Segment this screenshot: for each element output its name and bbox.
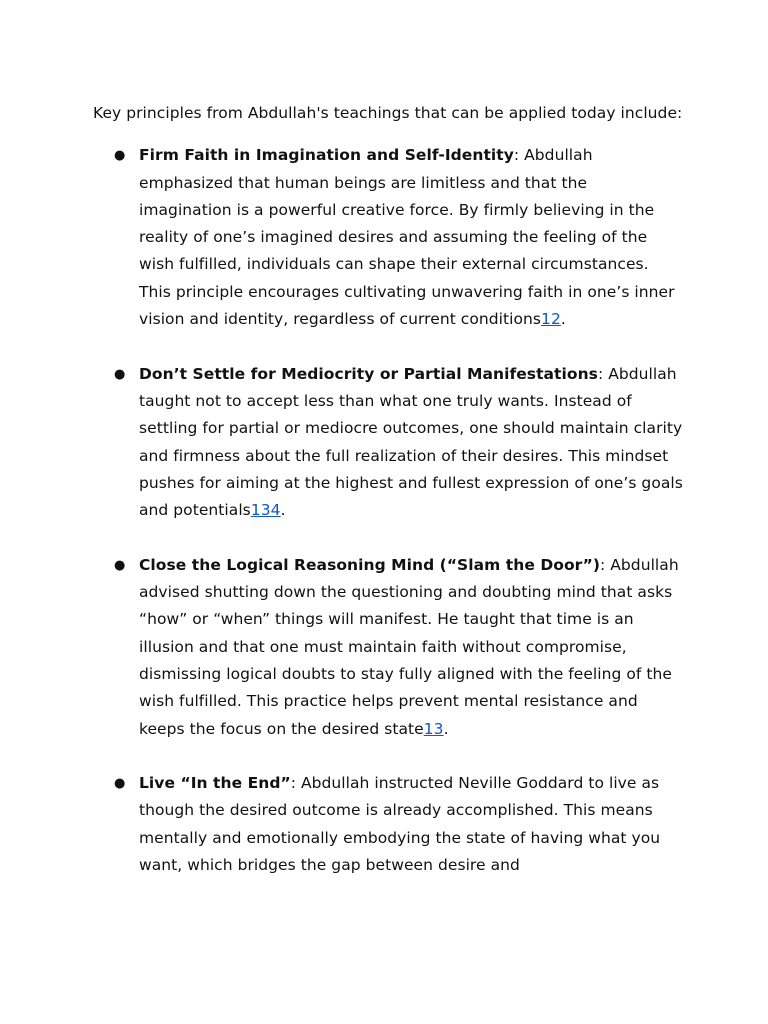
citation-link[interactable]: 134 xyxy=(250,501,281,520)
term-separator: : xyxy=(513,146,525,165)
principles-list xyxy=(93,142,684,879)
principle-term: Close the Logical Reasoning Mind (“Slam the Door”) xyxy=(139,555,601,574)
citation-link[interactable]: 13 xyxy=(423,719,444,738)
term-separator: : xyxy=(597,364,609,383)
bullet-icon: ● xyxy=(114,148,126,164)
bullet-icon: ● xyxy=(114,557,126,573)
principle-term: Firm Faith in Imagination and Self-Identity xyxy=(139,146,514,165)
principle-term: Live “In the End” xyxy=(139,774,291,793)
bullet-icon: ● xyxy=(114,366,126,382)
principle-body: Abdullah taught not to accept less than what one truly wants. Instead of settling for partial or mediocre outcomes, one should maintain clarity and firmness about the full realization of their desires. This mindset pushes for aiming at the highest and fullest expression of one’s goals and potentials xyxy=(139,364,683,520)
list-item-firm-faith xyxy=(93,142,684,333)
sentence-end: . xyxy=(443,719,449,738)
citation-link[interactable]: 12 xyxy=(541,310,561,329)
principle-body: Abdullah advised shutting down the questioning and doubting mind that asks “how” or “when” things will manifest. He taught that time is an illusion and that one must maintain faith without compromise, dismissing logical doubts to stay fully aligned with the feeling of the wish fulfilled. This practice helps prevent mental resistance and keeps the focus on the desired state xyxy=(139,555,679,738)
intro-paragraph: Key principles from Abdullah's teachings that can be applied today include: xyxy=(93,104,683,122)
bullet-icon: ● xyxy=(114,776,126,792)
list-item-slam-the-door xyxy=(93,552,684,743)
list-item-live-in-the-end xyxy=(93,770,684,879)
principle-body: Abdullah instructed Neville Goddard to live as though the desired outcome is already accomplished. This means mentally and emotionally embodying the state of having what you want, which bridges the gap between desire and xyxy=(139,774,661,875)
principle-term: Don’t Settle for Mediocrity or Partial Manifestations xyxy=(139,364,598,383)
term-separator: : xyxy=(600,555,611,574)
list-item-dont-settle xyxy=(93,361,684,525)
term-separator: : xyxy=(290,774,301,793)
principle-body: Abdullah emphasized that human beings are limitless and that the imagination is a powerful creative force. By firmly believing in the reality of one’s imagined desires and assuming the feeling of the wish fulfilled, individuals can shape their external circumstances. This principle encourages cultivating unwavering faith in one’s inner vision and identity, regardless of current conditions xyxy=(139,146,675,329)
sentence-end: . xyxy=(560,310,566,329)
sentence-end: . xyxy=(280,501,286,520)
